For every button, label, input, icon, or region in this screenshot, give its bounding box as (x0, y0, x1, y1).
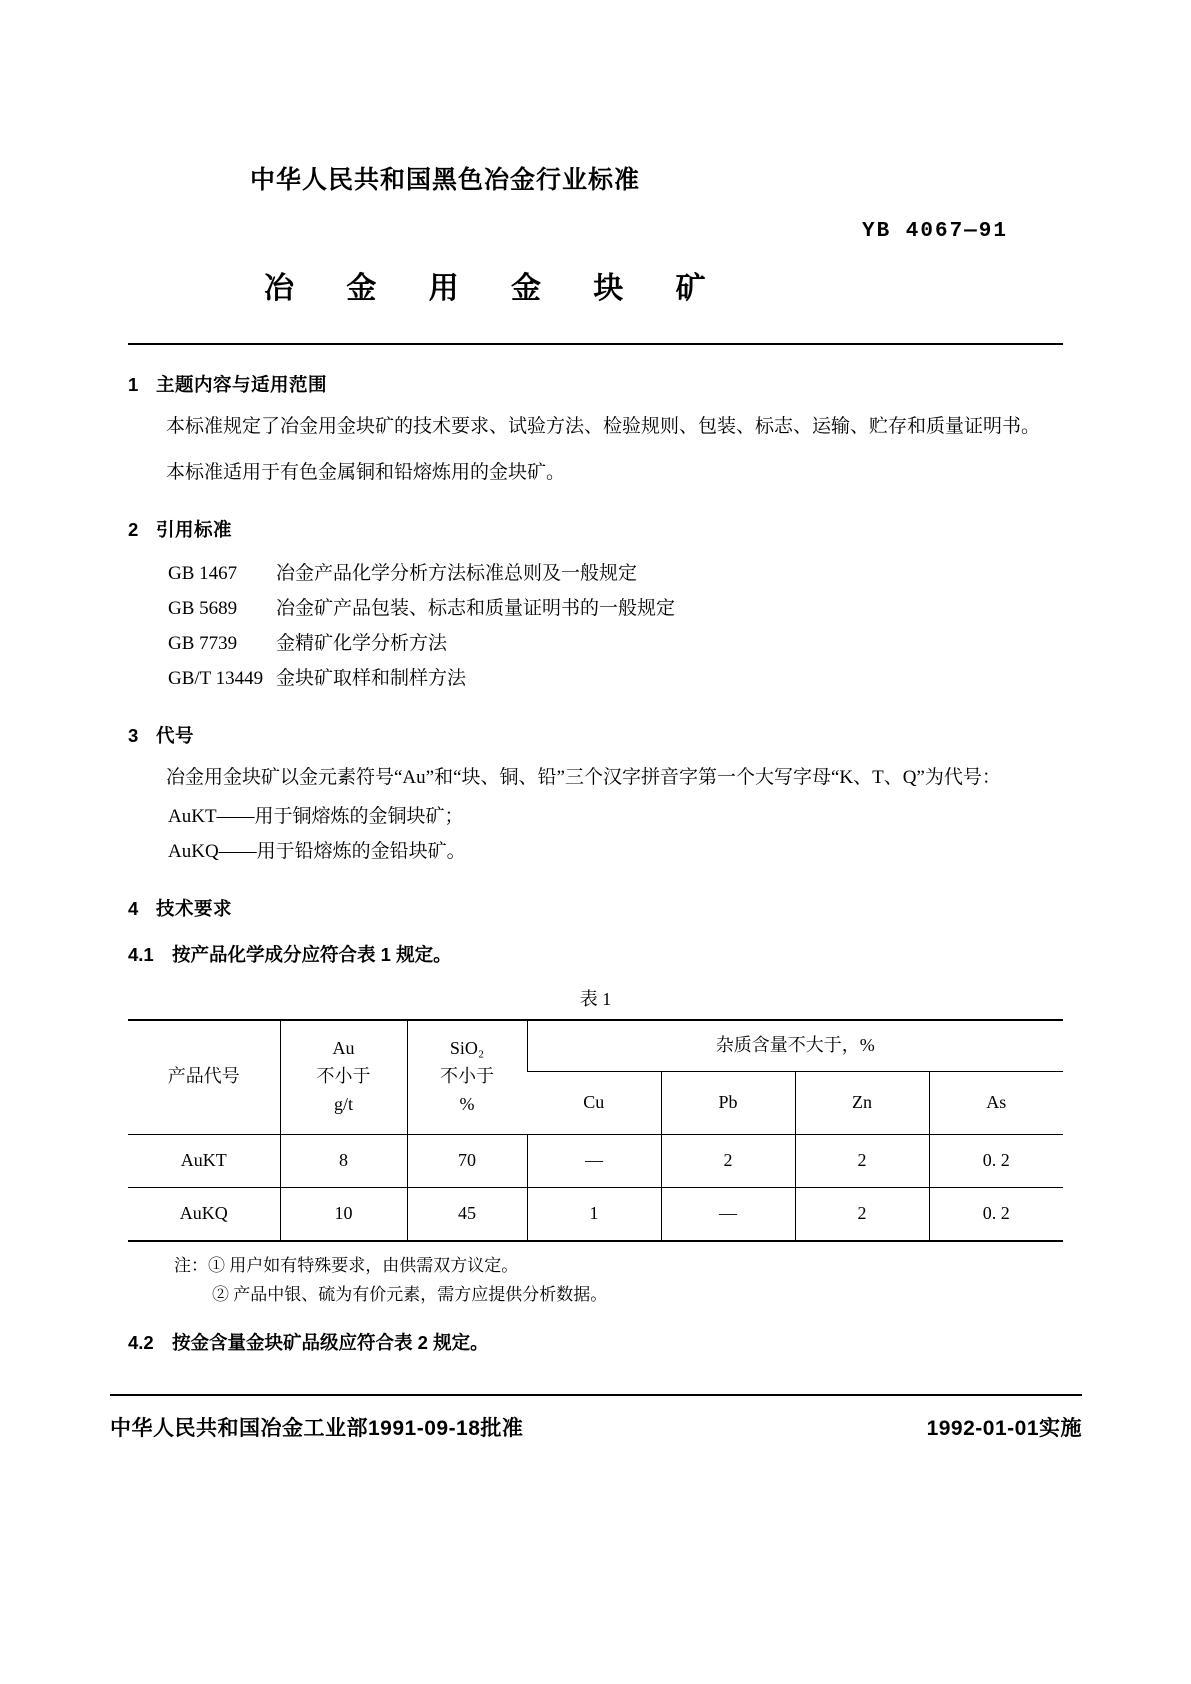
header-pb-label: Pb (718, 1091, 738, 1112)
list-item (168, 591, 1063, 626)
cell-value: 1 (589, 1202, 599, 1223)
cell-value: 8 (339, 1149, 348, 1170)
header-sio2 (407, 1020, 527, 1135)
cell-zn (795, 1134, 929, 1187)
cell-value: — (719, 1202, 737, 1223)
table-1-chemical-composition (128, 1019, 1063, 1242)
header-au (280, 1020, 407, 1135)
header-sio2-element: SiO₂ (449, 1038, 485, 1059)
cell-value: 2 (723, 1149, 733, 1170)
cell-sio2 (407, 1187, 527, 1241)
clause-4-2 (128, 1329, 1063, 1355)
reference-code: GB 1467 (168, 562, 238, 584)
section-1-number: 1 (128, 374, 139, 395)
clause-4-1-number: 4.1 (128, 943, 154, 965)
standard-number-row (128, 220, 1063, 243)
page-footer (110, 1394, 1082, 1442)
section-3-heading (128, 722, 1063, 748)
cell-value: AuKT (180, 1149, 227, 1170)
section-2-title: 引用标准 (156, 518, 233, 540)
section-3-paragraph-1: 冶金用金块矿以金元素符号“Au”和“块、铜、铅”三个汉字拼音字第一个大写字母“K、T、Q”为代号： (166, 767, 1001, 789)
cell-pb (661, 1134, 795, 1187)
header-zn (795, 1071, 929, 1134)
cell-value: — (585, 1149, 603, 1170)
table-header-row-top (128, 1020, 1063, 1072)
reference-code: GB 5689 (168, 597, 238, 619)
section-3 (128, 722, 1063, 869)
footer-approval-text: 中华人民共和国冶金工业部1991-09-18批准 (110, 1417, 524, 1440)
cell-as (929, 1187, 1063, 1241)
table-row (128, 1187, 1063, 1241)
cell-value: 0. 2 (982, 1149, 1010, 1170)
section-2 (128, 516, 1063, 697)
header-product-code-label: 产品代号 (167, 1066, 240, 1087)
header-sio2-unit: % (459, 1094, 475, 1115)
cell-value: 10 (334, 1202, 353, 1223)
table-1-notes (128, 1252, 1063, 1310)
cell-au (280, 1187, 407, 1241)
cell-pb (661, 1187, 795, 1241)
table-1-caption: 表 1 (579, 988, 612, 1009)
header-au-limit: 不小于 (316, 1066, 371, 1087)
section-3-title: 代号 (156, 725, 195, 747)
header-divider (128, 343, 1063, 345)
clause-4-2-text: 按金含量金块矿品级应符合表 2 规定。 (172, 1332, 489, 1354)
reference-title: 冶金矿产品包装、标志和质量证明书的一般规定 (276, 597, 676, 619)
header-zn-label: Zn (852, 1091, 872, 1112)
cell-as (929, 1134, 1063, 1187)
footer-implementation-text: 1992-01-01实施 (926, 1417, 1082, 1440)
header-cu-label: Cu (583, 1091, 605, 1112)
cell-product-code (128, 1134, 280, 1187)
section-3-number: 3 (128, 725, 139, 747)
section-1-title: 主题内容与适用范围 (156, 374, 328, 395)
cell-value: 45 (458, 1202, 476, 1223)
header-cu (527, 1071, 661, 1134)
issuing-organization: 中华人民共和国黑色冶金行业标准 (250, 166, 641, 194)
page-title: 冶 金 用 金 块 矿 (264, 272, 728, 305)
reference-title: 金块矿取样和制样方法 (276, 667, 467, 689)
section-4-number: 4 (128, 897, 139, 919)
standard-number: YB 4067—91 (861, 220, 1008, 243)
clause-4-2-number: 4.2 (128, 1332, 154, 1354)
cell-value: 2 (857, 1149, 867, 1170)
header-as-label: As (986, 1091, 1007, 1112)
document-header (128, 0, 1063, 345)
reference-list (128, 556, 1063, 697)
section-1 (128, 371, 1063, 490)
table-note-1: 注：① 用户如有特殊要求，由供需双方议定。 (174, 1255, 519, 1275)
cell-value: 2 (857, 1202, 867, 1223)
header-impurity-group (527, 1020, 1063, 1072)
header-as (929, 1071, 1063, 1134)
reference-code: GB 7739 (168, 632, 238, 654)
cell-value: 0. 2 (982, 1202, 1010, 1223)
list-item: AuKQ——用于铅熔炼的金铅块矿。 (168, 840, 466, 862)
clause-4-1 (128, 941, 1063, 967)
section-1-paragraph-2: 本标准适用于有色金属铜和铅熔炼用的金块矿。 (166, 462, 566, 484)
cell-product-code (128, 1187, 280, 1241)
cell-value: 70 (458, 1149, 476, 1170)
table-note-2: ② 产品中银、硫为有价元素，需方应提供分析数据。 (212, 1284, 608, 1304)
reference-title: 冶金产品化学分析方法标准总则及一般规定 (276, 562, 638, 584)
table-row (128, 1134, 1063, 1187)
header-au-element: Au (332, 1038, 355, 1059)
cell-zn (795, 1187, 929, 1241)
header-pb (661, 1071, 795, 1134)
header-sio2-limit: 不小于 (440, 1066, 494, 1087)
cell-value: AuKQ (179, 1202, 228, 1223)
clause-4-1-text: 按产品化学成分应符合表 1 规定。 (172, 943, 452, 965)
section-4-heading (128, 895, 1063, 921)
reference-title: 金精矿化学分析方法 (276, 632, 448, 654)
page-content (128, 0, 1063, 1355)
list-item (168, 626, 1063, 661)
cell-sio2 (407, 1134, 527, 1187)
footer-divider (110, 1394, 1082, 1396)
list-item (168, 556, 1063, 591)
cell-au (280, 1134, 407, 1187)
section-2-heading (128, 516, 1063, 542)
section-4-title: 技术要求 (156, 897, 233, 919)
header-au-unit: g/t (333, 1094, 353, 1115)
section-4 (128, 895, 1063, 1356)
list-item (168, 661, 1063, 696)
cell-cu (527, 1134, 661, 1187)
footer-row (110, 1412, 1082, 1442)
section-1-heading (128, 371, 1063, 397)
header-impurity-group-label: 杂质含量不大于，% (715, 1034, 875, 1055)
header-product-code (128, 1020, 280, 1135)
list-item: AuKT——用于铜熔炼的金铜块矿； (168, 806, 464, 828)
cell-cu (527, 1187, 661, 1241)
product-code-definitions (128, 800, 1063, 868)
section-2-number: 2 (128, 518, 139, 540)
section-1-paragraph-1: 本标准规定了冶金用金块矿的技术要求、试验方法、检验规则、包装、标志、运输、贮存和质量证明书。 (166, 416, 1041, 437)
reference-code: GB/T 13449 (168, 667, 264, 689)
